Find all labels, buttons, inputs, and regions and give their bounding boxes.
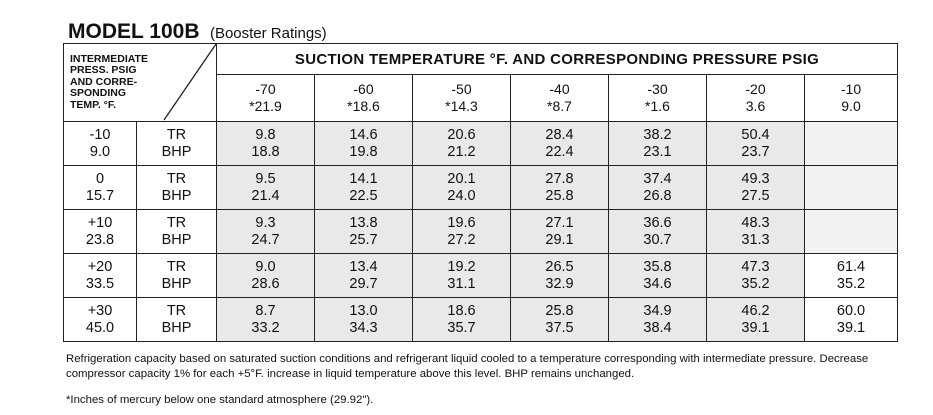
rating-cell bbox=[511, 122, 609, 166]
rating-cell bbox=[609, 298, 707, 342]
rating-cell bbox=[609, 210, 707, 254]
rating-cell bbox=[511, 298, 609, 342]
bhp-value: 25.7 bbox=[349, 231, 378, 248]
rating-cell bbox=[609, 166, 707, 210]
tr-value: 20.1 bbox=[447, 170, 476, 187]
tr-value: 19.2 bbox=[447, 258, 476, 275]
suction-column-header bbox=[413, 75, 511, 122]
bhp-value: 34.6 bbox=[643, 275, 672, 292]
tr-value: 9.8 bbox=[255, 126, 276, 143]
rating-cell bbox=[217, 254, 315, 298]
rating-cell bbox=[315, 254, 413, 298]
tr-value: 61.4 bbox=[836, 258, 866, 275]
bhp-value: 24.7 bbox=[251, 231, 280, 248]
tr-value: 50.4 bbox=[741, 126, 770, 143]
bhp-value: 37.5 bbox=[545, 319, 574, 336]
bhp-value: 33.2 bbox=[251, 319, 280, 336]
corner-label-line: AND CORRE- bbox=[70, 75, 138, 88]
rating-cell bbox=[805, 122, 898, 166]
corner-header bbox=[64, 44, 217, 122]
tr-value: 18.6 bbox=[447, 302, 476, 319]
tr-value: 38.2 bbox=[643, 126, 672, 143]
tr-value: 9.3 bbox=[255, 214, 276, 231]
intermediate-pressure: 45.0 bbox=[85, 319, 115, 336]
bhp-label: BHP bbox=[161, 275, 192, 292]
bhp-value: 31.3 bbox=[741, 231, 770, 248]
suction-temp: -10 bbox=[840, 81, 862, 98]
suction-column-header bbox=[217, 75, 315, 122]
intermediate-pressure-cell bbox=[64, 166, 137, 210]
table-row bbox=[64, 210, 898, 254]
bhp-value: 30.7 bbox=[643, 231, 672, 248]
tr-value: 46.2 bbox=[741, 302, 770, 319]
tr-label: TR bbox=[166, 258, 187, 275]
tr-value: 8.7 bbox=[255, 302, 276, 319]
intermediate-temp: +30 bbox=[87, 302, 113, 319]
rating-cell bbox=[217, 210, 315, 254]
row-type-cell bbox=[137, 122, 217, 166]
suction-temp: -40 bbox=[549, 81, 570, 98]
bhp-value: 29.7 bbox=[349, 275, 378, 292]
bhp-value: 27.2 bbox=[447, 231, 476, 248]
intermediate-pressure: 9.0 bbox=[89, 143, 111, 160]
rating-cell bbox=[315, 298, 413, 342]
row-type-cell bbox=[137, 166, 217, 210]
bhp-value: 18.8 bbox=[251, 143, 280, 160]
rating-cell bbox=[707, 122, 805, 166]
corner-label-line: SPONDING bbox=[70, 87, 127, 100]
suction-temp: -50 bbox=[451, 81, 472, 98]
tr-value: 19.6 bbox=[447, 214, 476, 231]
table-row bbox=[64, 122, 898, 166]
intermediate-pressure-cell bbox=[64, 298, 137, 342]
tr-value: 14.6 bbox=[349, 126, 378, 143]
intermediate-temp: 0 bbox=[95, 170, 105, 187]
tr-label: TR bbox=[166, 126, 187, 143]
tr-value: 13.4 bbox=[349, 258, 378, 275]
tr-value: 47.3 bbox=[741, 258, 770, 275]
rating-cell bbox=[805, 254, 898, 298]
bhp-value: 24.0 bbox=[447, 187, 476, 204]
bhp-value: 23.1 bbox=[643, 143, 672, 160]
tr-value: 34.9 bbox=[643, 302, 672, 319]
suction-column-header bbox=[511, 75, 609, 122]
tr-value: 14.1 bbox=[349, 170, 378, 187]
bhp-value: 25.8 bbox=[545, 187, 574, 204]
corner-label-line: INTERMEDIATE bbox=[70, 53, 148, 65]
suction-pressure: 9.0 bbox=[841, 98, 861, 115]
bhp-label: BHP bbox=[161, 187, 192, 204]
rating-cell bbox=[315, 166, 413, 210]
corner-label bbox=[70, 54, 148, 111]
tr-value: 60.0 bbox=[836, 302, 866, 319]
rating-cell bbox=[315, 210, 413, 254]
rating-cell bbox=[217, 298, 315, 342]
rating-cell bbox=[707, 298, 805, 342]
tr-label: TR bbox=[166, 170, 187, 187]
intermediate-pressure: 15.7 bbox=[85, 187, 115, 204]
intermediate-pressure: 33.5 bbox=[85, 275, 115, 292]
bhp-value: 38.4 bbox=[643, 319, 672, 336]
rating-cell bbox=[413, 166, 511, 210]
suction-column-header bbox=[315, 75, 413, 122]
rating-cell bbox=[413, 254, 511, 298]
tr-value: 27.8 bbox=[545, 170, 574, 187]
bhp-value: 26.8 bbox=[643, 187, 672, 204]
table-row bbox=[64, 254, 898, 298]
rating-cell bbox=[707, 210, 805, 254]
table-row bbox=[64, 298, 898, 342]
tr-value: 25.8 bbox=[545, 302, 574, 319]
rating-cell bbox=[707, 254, 805, 298]
suction-column-header bbox=[609, 75, 707, 122]
row-type-cell bbox=[137, 254, 217, 298]
bhp-label: BHP bbox=[161, 319, 192, 336]
tr-value: 20.6 bbox=[447, 126, 476, 143]
bhp-value: 32.9 bbox=[545, 275, 574, 292]
booster-ratings-table bbox=[63, 43, 898, 342]
rating-cell bbox=[315, 122, 413, 166]
rating-cell bbox=[217, 122, 315, 166]
bhp-value: 23.7 bbox=[741, 143, 770, 160]
table-row bbox=[64, 166, 898, 210]
rating-cell bbox=[511, 254, 609, 298]
tr-value: 28.4 bbox=[545, 126, 574, 143]
intermediate-pressure-cell bbox=[64, 210, 137, 254]
intermediate-temp: -10 bbox=[89, 126, 111, 143]
model-subtitle: (Booster Ratings) bbox=[209, 25, 327, 42]
footnote-mercury: *Inches of mercury below one standard atmosphere (29.92"). bbox=[66, 394, 374, 406]
tr-value: 48.3 bbox=[741, 214, 770, 231]
rating-cell bbox=[511, 210, 609, 254]
corner-label-line: TEMP. °F. bbox=[70, 98, 117, 111]
suction-pressure: *14.3 bbox=[445, 98, 478, 115]
row-type-cell bbox=[137, 298, 217, 342]
bhp-label: BHP bbox=[161, 143, 192, 160]
intermediate-pressure-cell bbox=[64, 122, 137, 166]
rating-cell bbox=[413, 298, 511, 342]
bhp-value: 19.8 bbox=[349, 143, 378, 160]
suction-column-header bbox=[707, 75, 805, 122]
bhp-value: 21.2 bbox=[447, 143, 476, 160]
bhp-value: 35.2 bbox=[741, 275, 770, 292]
row-type-cell bbox=[137, 210, 217, 254]
tr-value: 26.5 bbox=[545, 258, 574, 275]
bhp-value: 39.1 bbox=[741, 319, 770, 336]
tr-value: 49.3 bbox=[741, 170, 770, 187]
table-title bbox=[68, 20, 327, 44]
bhp-value: 39.1 bbox=[836, 319, 866, 336]
tr-value: 13.0 bbox=[349, 302, 378, 319]
bhp-value: 21.4 bbox=[251, 187, 280, 204]
rating-cell bbox=[609, 122, 707, 166]
bhp-value: 34.3 bbox=[349, 319, 378, 336]
rating-cell bbox=[609, 254, 707, 298]
bhp-value: 22.5 bbox=[349, 187, 378, 204]
footnote-capacity: Refrigeration capacity based on saturated suction conditions and refrigerant liquid cooled to a temperature corresponding with intermediate pressure. Decrease compressor capacity 1% for each +5°F. increase in liquid temperature above this level. BHP remains unchanged. bbox=[66, 353, 869, 380]
bhp-value: 22.4 bbox=[545, 143, 574, 160]
intermediate-pressure-cell bbox=[64, 254, 137, 298]
tr-value: 36.6 bbox=[643, 214, 672, 231]
suction-column-header bbox=[805, 75, 898, 122]
suction-pressure: *18.6 bbox=[347, 98, 380, 115]
intermediate-temp: +20 bbox=[87, 258, 113, 275]
bhp-value: 27.5 bbox=[741, 187, 770, 204]
bhp-value: 28.6 bbox=[251, 275, 280, 292]
tr-value: 37.4 bbox=[643, 170, 672, 187]
intermediate-temp: +10 bbox=[87, 214, 113, 231]
tr-value: 9.5 bbox=[255, 170, 276, 187]
rating-cell bbox=[707, 166, 805, 210]
bhp-value: 29.1 bbox=[545, 231, 574, 248]
rating-cell bbox=[805, 210, 898, 254]
bhp-label: BHP bbox=[161, 231, 192, 248]
rating-cell bbox=[217, 166, 315, 210]
rating-cell bbox=[805, 298, 898, 342]
suction-temp: -70 bbox=[255, 81, 276, 98]
suction-temp: -60 bbox=[353, 81, 374, 98]
suction-pressure: *1.6 bbox=[645, 98, 670, 115]
suction-pressure: *21.9 bbox=[249, 98, 282, 115]
tr-value: 13.8 bbox=[349, 214, 378, 231]
rating-cell bbox=[511, 166, 609, 210]
tr-value: 27.1 bbox=[545, 214, 574, 231]
corner-label-line: PRESS. PSIG bbox=[70, 64, 137, 77]
bhp-value: 35.7 bbox=[447, 319, 476, 336]
intermediate-pressure: 23.8 bbox=[85, 231, 115, 248]
suction-pressure: *8.7 bbox=[547, 98, 572, 115]
model-name: MODEL 100B bbox=[68, 20, 200, 43]
tr-label: TR bbox=[166, 302, 187, 319]
tr-value: 35.8 bbox=[643, 258, 672, 275]
rating-cell bbox=[805, 166, 898, 210]
suction-pressure: 3.6 bbox=[745, 98, 766, 115]
bhp-value: 31.1 bbox=[447, 275, 476, 292]
tr-value: 9.0 bbox=[255, 258, 276, 275]
suction-temp: -30 bbox=[647, 81, 668, 98]
rating-cell bbox=[413, 210, 511, 254]
bhp-value: 35.2 bbox=[836, 275, 866, 292]
tr-label: TR bbox=[166, 214, 187, 231]
rating-cell bbox=[413, 122, 511, 166]
suction-temperature-header: SUCTION TEMPERATURE °F. AND CORRESPONDING PRESSURE PSIG bbox=[217, 44, 898, 75]
suction-temp: -20 bbox=[745, 81, 766, 98]
